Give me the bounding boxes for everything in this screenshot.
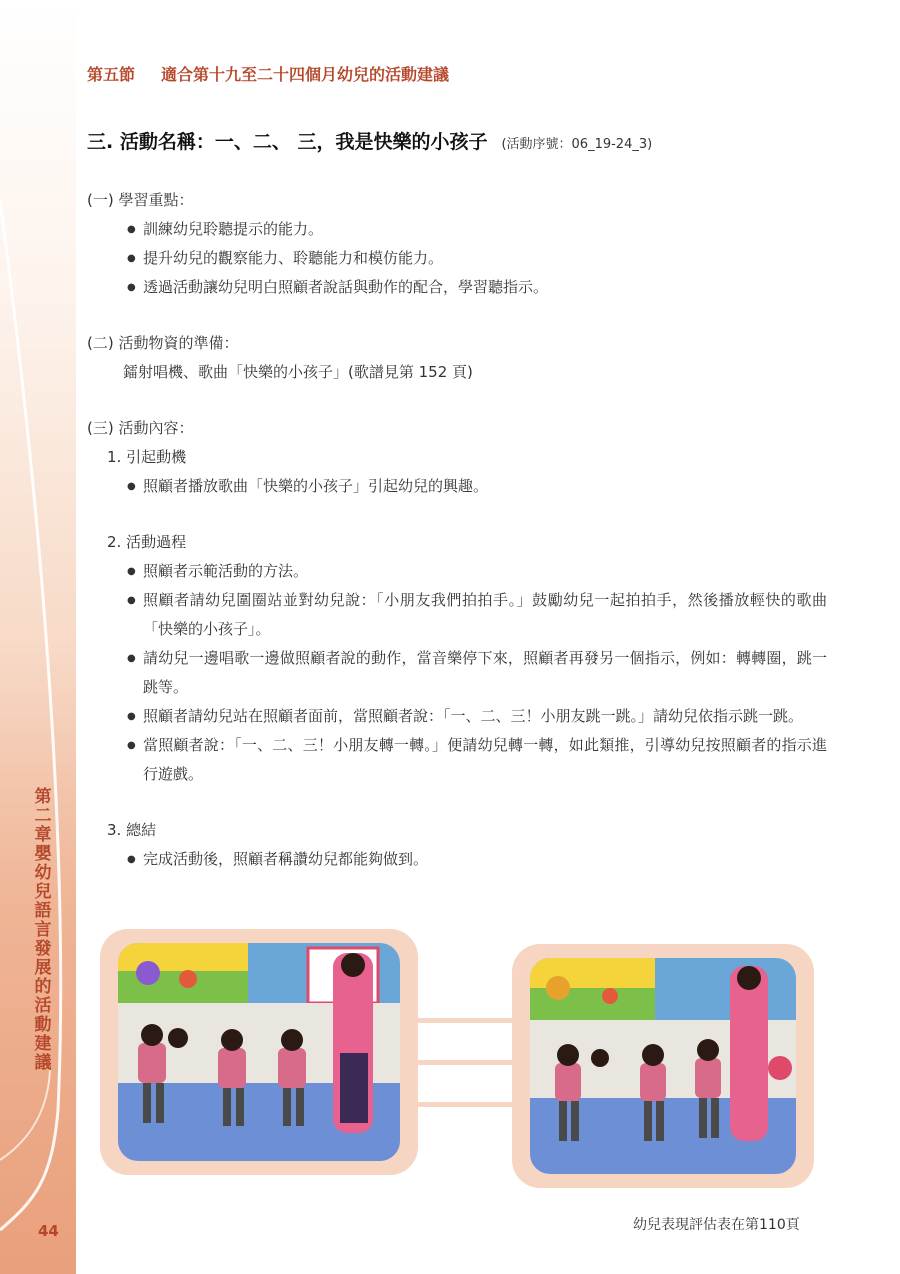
section-header bbox=[87, 62, 449, 85]
activity-name: 三. 活動名稱：一、二、 三，我是快樂的小孩子 bbox=[87, 131, 488, 153]
activity-title bbox=[87, 127, 652, 154]
process-heading: 2. 活動過程 bbox=[107, 533, 187, 551]
list-item: ● 照顧者示範活動的方法。 bbox=[127, 557, 827, 586]
main-content bbox=[87, 186, 827, 874]
learning-focus-heading: (一) 學習重點： bbox=[87, 191, 194, 209]
content-heading: (三) 活動內容： bbox=[87, 419, 194, 437]
side-decorative-curve bbox=[0, 0, 90, 1274]
list-item: ● 請幼兒一邊唱歌一邊做照顧者說的動作，當音樂停下來，照顧者再發另一個指示，例如：轉轉圈，跳一跳等。 bbox=[127, 644, 827, 702]
list-item: ● 照顧者播放歌曲「快樂的小孩子」引起幼兒的興趣。 bbox=[127, 472, 827, 501]
learning-focus-list bbox=[87, 215, 827, 302]
process-list bbox=[87, 557, 827, 789]
footer-note: 幼兒表現評估表在第110頁 bbox=[633, 1217, 800, 1233]
list-item: ● 提升幼兒的觀察能力、聆聽能力和模仿能力。 bbox=[127, 244, 827, 273]
motivation-heading: 1. 引起動機 bbox=[107, 448, 187, 466]
photo-connector-line bbox=[416, 1018, 514, 1023]
list-item: ● 透過活動讓幼兒明白照顧者說話與動作的配合，學習聽指示。 bbox=[127, 273, 827, 302]
photo-frame-left bbox=[100, 929, 418, 1175]
list-item: ● 照顧者請幼兒圍圈站並對幼兒說：「小朋友我們拍拍手。」鼓勵幼兒一起拍拍手，然後播放輕快的歌曲「快樂的小孩子」。 bbox=[127, 586, 827, 644]
summary-list bbox=[87, 845, 827, 874]
summary-heading: 3. 總結 bbox=[107, 821, 157, 839]
activity-serial: (活動序號：06_19-24_3) bbox=[501, 137, 653, 152]
photo-frame-right bbox=[512, 944, 814, 1188]
list-item: ● 照顧者請幼兒站在照顧者面前，當照顧者說：「一、二、三！小朋友跳一跳。」請幼兒依指示跳一跳。 bbox=[127, 702, 827, 731]
chapter-vertical-title: 第二章 嬰幼兒語言發展的活動建議 bbox=[34, 787, 52, 1073]
section-title: 適合第十九至二十四個月幼兒的活動建議 bbox=[161, 65, 450, 84]
list-item: ● 當照顧者說：「一、二、三！小朋友轉一轉。」便請幼兒轉一轉，如此類推，引導幼兒按照顧者的指示進行遊戲。 bbox=[127, 731, 827, 789]
activity-photo-left bbox=[118, 943, 400, 1161]
photo-connector-line bbox=[416, 1102, 514, 1107]
list-item: ● 完成活動後，照顧者稱讚幼兒都能夠做到。 bbox=[127, 845, 827, 874]
photo-connector-line bbox=[416, 1060, 514, 1065]
activity-photo-right bbox=[530, 958, 796, 1174]
page-number: 44 bbox=[38, 1222, 59, 1240]
motivation-list bbox=[87, 472, 827, 501]
materials-text: 鐳射唱機、歌曲「快樂的小孩子」(歌譜見第 152 頁) bbox=[123, 363, 473, 381]
list-item: ● 訓練幼兒聆聽提示的能力。 bbox=[127, 215, 827, 244]
section-number: 第五節 bbox=[87, 65, 136, 84]
materials-heading: (二) 活動物資的準備： bbox=[87, 334, 239, 352]
